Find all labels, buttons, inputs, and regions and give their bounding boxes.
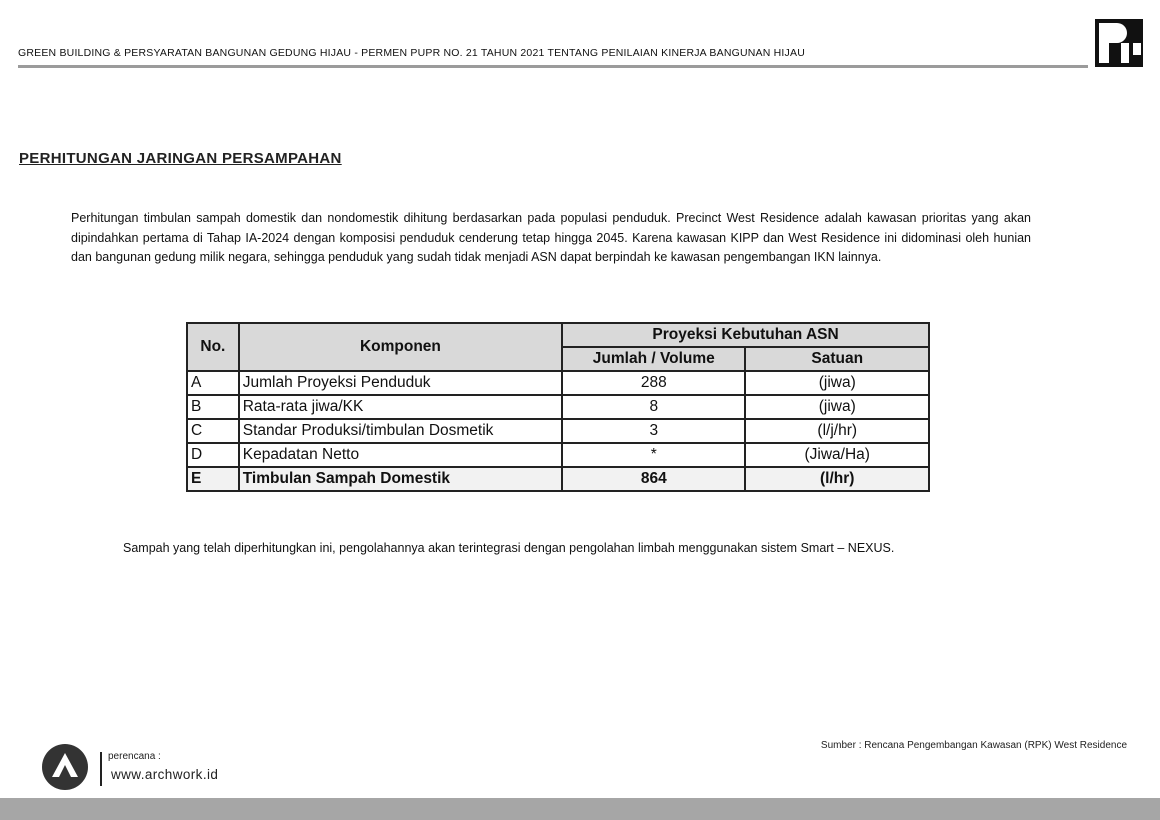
row-no: B [187,395,239,419]
archwork-logo-icon [42,744,88,790]
row-unit: (l/j/hr) [745,419,929,443]
row-no: E [187,467,239,491]
row-volume: * [562,443,745,467]
planner-website-link[interactable]: www.archwork.id [111,767,219,782]
row-component: Standar Produksi/timbulan Dosmetik [239,419,562,443]
table-row [187,443,929,467]
row-no: D [187,443,239,467]
row-unit: (Jiwa/Ha) [745,443,929,467]
header-volume: Jumlah / Volume [562,347,745,371]
asn-projection-table [186,322,930,492]
section-title: PERHITUNGAN JARINGAN PERSAMPAHAN [19,150,342,167]
header-no: No. [187,323,239,371]
row-volume: 3 [562,419,745,443]
table-total-row [187,467,929,491]
row-unit: (l/hr) [745,467,929,491]
table-row [187,395,929,419]
footer-band [0,798,1160,820]
row-component: Timbulan Sampah Domestik [239,467,562,491]
row-volume: 864 [562,467,745,491]
document-header-title: GREEN BUILDING & PERSYARATAN BANGUNAN GEDUNG HIJAU - PERMEN PUPR NO. 21 TAHUN 2021 TENTANG PENILAIAN KINERJA BANGUNAN HIJAU [18,47,805,59]
footer-divider [100,752,102,786]
row-volume: 288 [562,371,745,395]
row-unit: (jiwa) [745,395,929,419]
intro-paragraph: Perhitungan timbulan sampah domestik dan nondomestik dihitung berdasarkan pada populasi penduduk. Precinct West Residence adalah kawasan prioritas yang akan dipindahkan pertama di Tahap IA-2024 dengan komposisi penduduk cenderung tetap hingga 2045. Karena kawasan KIPP dan West Residence ini didominasi oleh hunian dan bangunan gedung milik negara, sehingga penduduk yang sudah tidak menjadi ASN dapat berpindah ke kawasan pengembangan IKN lainnya. [71,211,1031,264]
row-component: Rata-rata jiwa/KK [239,395,562,419]
row-component: Jumlah Proyeksi Penduduk [239,371,562,395]
publisher-logo-icon [1095,19,1143,67]
table-header-row [187,323,929,347]
row-no: A [187,371,239,395]
header-divider [18,65,1088,68]
row-volume: 8 [562,395,745,419]
table-row [187,371,929,395]
row-unit: (jiwa) [745,371,929,395]
planner-label: perencana : [108,751,161,762]
source-citation: Sumber : Rencana Pengembangan Kawasan (RPK) West Residence [820,740,1127,751]
row-no: C [187,419,239,443]
row-component: Kepadatan Netto [239,443,562,467]
header-group: Proyeksi Kebutuhan ASN [562,323,929,347]
table-row [187,419,929,443]
closing-note: Sampah yang telah diperhitungkan ini, pengolahannya akan terintegrasi dengan pengolahan limbah menggunakan sistem Smart – NEXUS. [123,541,895,555]
header-component: Komponen [239,323,562,371]
header-unit: Satuan [745,347,929,371]
